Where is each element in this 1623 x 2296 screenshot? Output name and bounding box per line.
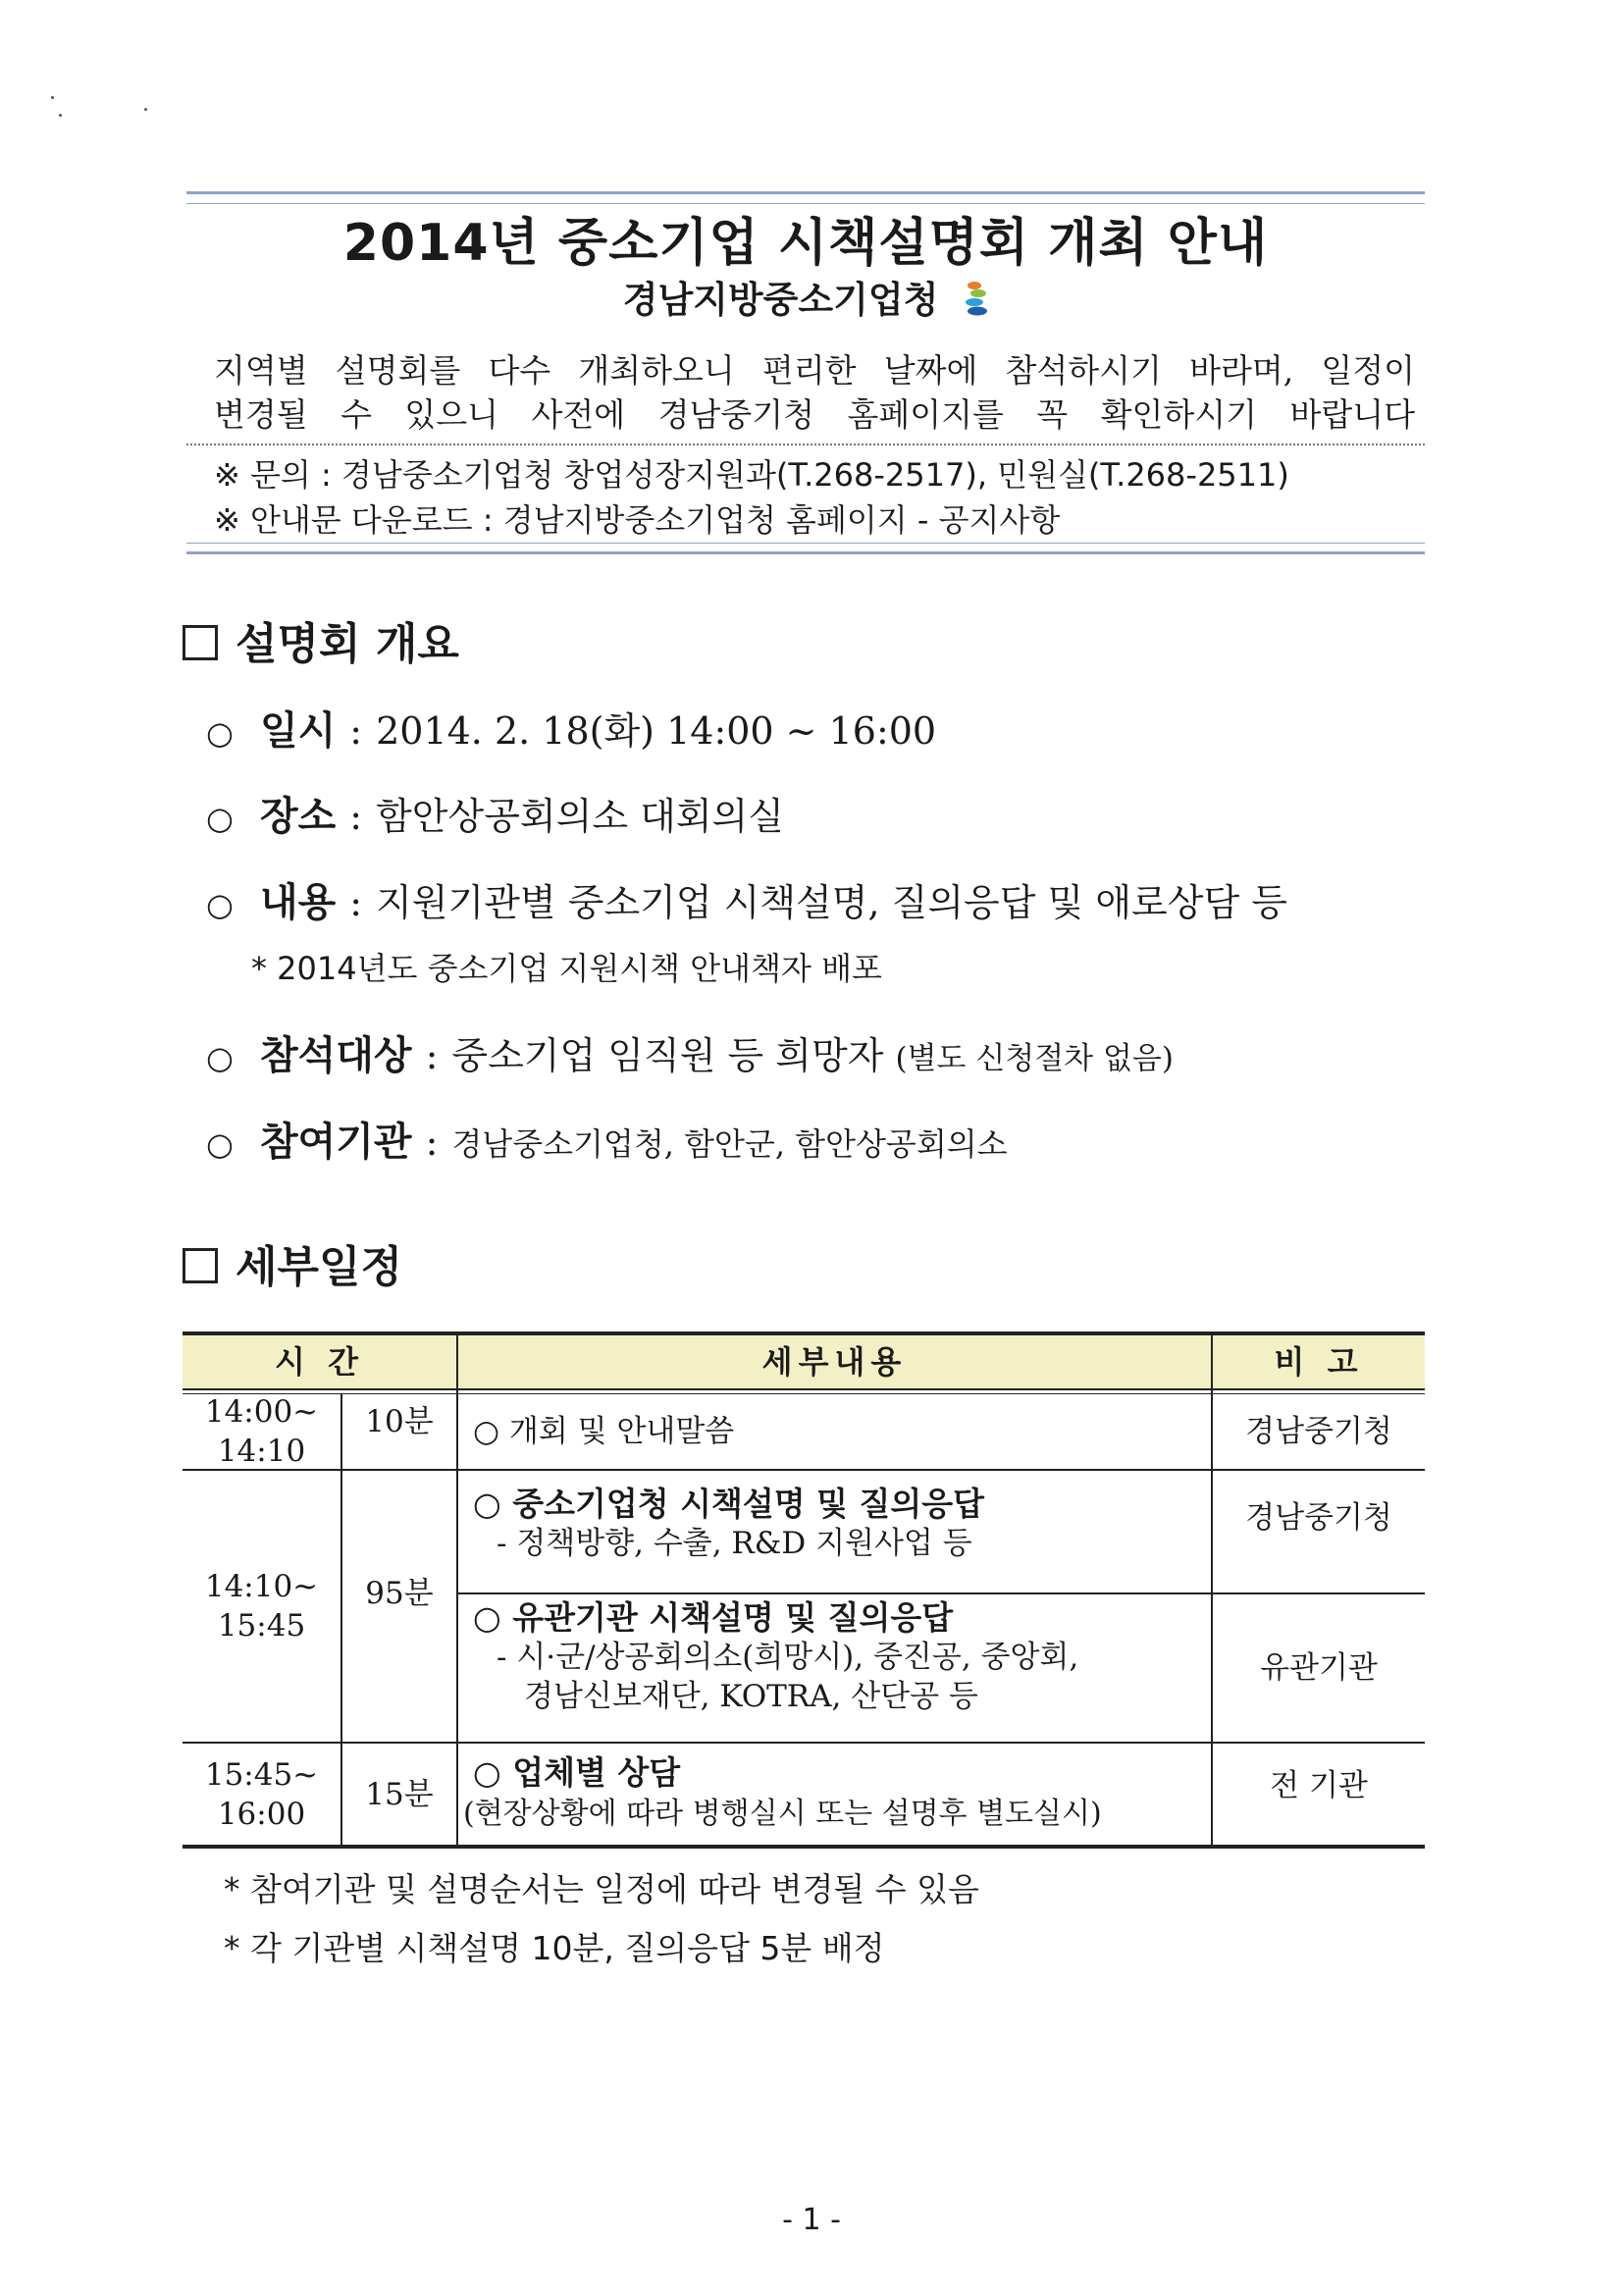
contact-info: ※ 문의 : 경남중소기업청 창업성장지원과(T.268-2517), 민원실(T.268-2511) bbox=[214, 456, 1289, 494]
time-end: 14:10 bbox=[217, 1434, 306, 1469]
scan-speck bbox=[59, 114, 62, 117]
table-cell-note: 경남중기청 bbox=[1245, 1500, 1392, 1536]
table-cell-time bbox=[183, 1471, 340, 1742]
intro-line-1: 지역별 설명회를 다수 개최하오니 편리한 날짜에 참석하시기 바라며, 일정이 bbox=[214, 351, 1415, 390]
table-rule bbox=[183, 1845, 1425, 1849]
item-colon: : bbox=[349, 795, 363, 838]
item-colon: : bbox=[349, 881, 363, 924]
overview-item-date bbox=[206, 700, 936, 756]
table-cell-content-title bbox=[473, 1598, 953, 1639]
scan-speck bbox=[51, 96, 54, 99]
table-cell-duration: 15분 bbox=[365, 1776, 434, 1812]
time-start: 15:45~ bbox=[204, 1756, 319, 1793]
column-header-content: 세부내용 bbox=[761, 1343, 908, 1381]
item-colon: : bbox=[425, 1034, 439, 1077]
checkbox-square-icon bbox=[183, 1248, 218, 1283]
overview-heading-text: 설명회 개요 bbox=[236, 619, 459, 669]
time-end: 15:45 bbox=[217, 1608, 306, 1644]
table-cell-content-detail: - 정책방향, 수출, R&D 지원사업 등 bbox=[497, 1526, 972, 1561]
item-label: 장소 bbox=[260, 793, 337, 839]
content-title-text: ○ 업체별 상담 bbox=[473, 1753, 681, 1792]
item-value-extra: (별도 신청절차 없음) bbox=[895, 1041, 1174, 1076]
table-cell-note: 전 기관 bbox=[1270, 1767, 1368, 1803]
organization-name bbox=[186, 270, 1425, 323]
item-value: 2014. 2. 18(화) 14:00 ~ 16:00 bbox=[376, 709, 937, 753]
footnote: * 각 기관별 시책설명 10분, 질의응답 5분 배정 bbox=[224, 1929, 885, 1967]
content-title-text: ○ 유관기관 시책설명 및 질의응답 bbox=[473, 1598, 954, 1637]
overview-item-content bbox=[206, 871, 1287, 927]
table-cell-content-title: ○ 개회 및 안내말씀 bbox=[473, 1414, 735, 1449]
download-info: ※ 안내문 다운로드 : 경남지방중소기업청 홈페이지 - 공지사항 bbox=[214, 501, 1061, 539]
scan-speck bbox=[144, 108, 147, 111]
document-title: 2014년 중소기업 시책설명회 개최 안내 bbox=[342, 214, 1269, 273]
schedule-table bbox=[183, 1331, 1425, 1849]
page-number: - 1 - bbox=[782, 2203, 841, 2237]
checkbox-square-icon bbox=[183, 625, 218, 660]
table-cell-time bbox=[183, 1744, 340, 1845]
organization-label: 경남지방중소기업청 bbox=[622, 278, 939, 321]
circle-bullet-icon: ○ bbox=[206, 1039, 234, 1076]
table-cell-content-detail: - 시·군/상공회의소(희망시), 중진공, 중앙회, bbox=[497, 1640, 1079, 1675]
circle-bullet-icon: ○ bbox=[206, 714, 234, 752]
item-label: 참여기관 bbox=[260, 1119, 412, 1165]
schedule-heading-text: 세부일정 bbox=[236, 1242, 403, 1292]
table-rule bbox=[456, 1331, 458, 1845]
overview-heading bbox=[183, 608, 459, 671]
item-label: 일시 bbox=[260, 707, 337, 754]
schedule-heading bbox=[183, 1231, 402, 1294]
footnote: * 참여기관 및 설명순서는 일정에 따라 변경될 수 있음 bbox=[224, 1870, 979, 1908]
item-value: 지원기관별 중소기업 시책설명, 질의응답 및 애로상담 등 bbox=[376, 881, 1287, 924]
table-rule bbox=[183, 1388, 1425, 1390]
circle-bullet-icon: ○ bbox=[206, 886, 234, 923]
circle-bullet-icon: ○ bbox=[206, 800, 234, 837]
table-cell-content-detail: (현장상황에 따라 병행실시 또는 설명후 별도실시) bbox=[463, 1797, 1102, 1831]
column-header-time: 시 간 bbox=[275, 1343, 364, 1381]
item-value: 중소기업 임직원 등 희망자 bbox=[451, 1034, 884, 1077]
table-cell-time bbox=[183, 1394, 340, 1469]
content-subnote: * 2014년도 중소기업 지원시책 안내책자 배포 bbox=[251, 950, 882, 987]
overview-item-agencies bbox=[206, 1111, 1008, 1167]
dotted-divider bbox=[186, 444, 1425, 445]
circle-bullet-icon: ○ bbox=[206, 1125, 234, 1163]
overview-item-place bbox=[206, 785, 784, 841]
table-cell-duration: 10분 bbox=[365, 1404, 434, 1439]
item-label: 참석대상 bbox=[260, 1032, 412, 1078]
table-cell-note: 경남중기청 bbox=[1245, 1414, 1392, 1449]
agency-logo-icon bbox=[965, 281, 988, 318]
table-cell-content-title bbox=[473, 1485, 984, 1525]
item-value: 함안상공회의소 대회의실 bbox=[376, 795, 784, 838]
time-start: 14:10~ bbox=[204, 1569, 319, 1604]
time-end: 16:00 bbox=[217, 1796, 306, 1832]
column-header-note: 비 고 bbox=[1274, 1343, 1364, 1381]
item-label: 내용 bbox=[260, 879, 337, 925]
table-cell-note: 유관기관 bbox=[1260, 1650, 1378, 1686]
table-cell-content-title bbox=[473, 1753, 680, 1794]
item-colon: : bbox=[425, 1121, 439, 1164]
overview-item-audience bbox=[206, 1024, 1174, 1080]
table-cell-duration: 95분 bbox=[365, 1576, 434, 1611]
header-bottom-rule bbox=[186, 543, 1425, 554]
content-title-text: ○ 중소기업청 시책설명 및 질의응답 bbox=[473, 1485, 985, 1523]
table-cell-content-detail: 경남신보재단, KOTRA, 산단공 등 bbox=[524, 1679, 978, 1714]
item-colon: : bbox=[349, 709, 363, 753]
intro-line-2: 변경될 수 있으니 사전에 경남중기청 홈페이지를 꼭 확인하시기 바랍니다 bbox=[214, 395, 1415, 434]
item-value: 경남중소기업청, 함안군, 함안상공회의소 bbox=[451, 1125, 1008, 1163]
time-start: 14:00~ bbox=[204, 1394, 319, 1430]
